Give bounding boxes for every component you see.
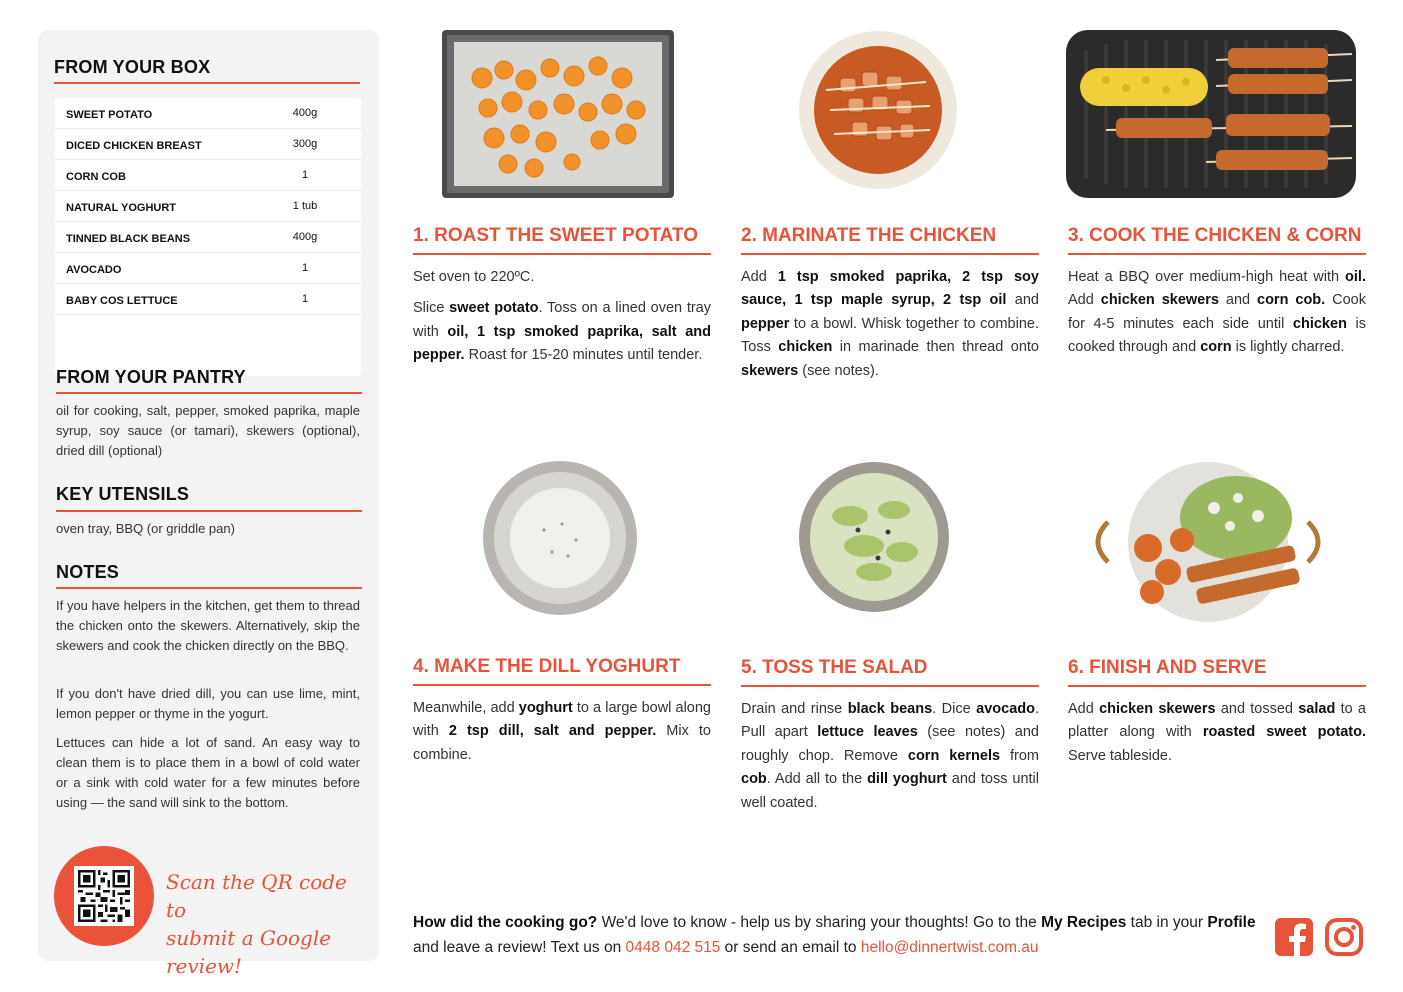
step-3-title: 3. COOK THE CHICKEN & CORN <box>1068 225 1362 246</box>
qr-code-icon <box>78 870 130 922</box>
table-row <box>55 98 361 129</box>
step-text: . Pull apart <box>741 701 1040 741</box>
footer-text: and leave a review! Text us on <box>413 939 626 956</box>
qr-badge[interactable] <box>54 846 154 946</box>
divider <box>56 587 362 589</box>
note-3: Lettuces can hide a lot of sand. An easy way to clean them is to place them in a bowl of cold water or a sink with cold water for a few minutes before using — the sand will sink to the bottom. <box>56 735 360 810</box>
step-5-body <box>741 698 1039 815</box>
bbq-chicken-corn-image <box>1066 30 1356 198</box>
divider <box>1068 253 1366 255</box>
step-text-bold: pepper <box>741 315 790 332</box>
ingredient-name: AVOCADO <box>66 264 122 276</box>
review-footer <box>413 910 1263 960</box>
ingredients-table <box>55 98 361 376</box>
utensils-text: oven tray, BBQ (or griddle pan) <box>56 521 235 536</box>
pantry-text: oil for cooking, salt, pepper, smoked paprika, maple syrup, soy sauce (or tamari), skewers (optional), dried dill (optional) <box>56 403 360 458</box>
step-text-bold: lettuce leaves <box>817 724 918 741</box>
step-1-title: 1. ROAST THE SWEET POTATO <box>413 225 699 246</box>
step-text-bold: corn kernels <box>907 747 1001 764</box>
step-paragraph <box>741 266 1039 383</box>
step-6-body <box>1068 698 1366 768</box>
step-text: Set oven to 220ºC. <box>413 269 535 285</box>
step-text: and toss until well coated. <box>741 771 1039 811</box>
step-text-bold: chicken <box>778 339 833 356</box>
step-text: (see notes). <box>798 362 879 379</box>
step-text: Mix to combine. <box>413 723 712 763</box>
qr-line: Scan the QR code to <box>166 870 347 922</box>
step-text: Cook for 4-5 minutes each side until <box>1068 292 1366 332</box>
step-paragraph <box>413 266 711 289</box>
table-row <box>55 160 361 191</box>
step-text: and <box>1006 292 1039 309</box>
step-text: Add <box>1068 292 1101 309</box>
step-text: to a platter along with <box>1068 701 1366 741</box>
qr-code[interactable] <box>74 866 134 926</box>
instagram-icon[interactable] <box>1325 918 1363 956</box>
divider <box>1068 685 1366 687</box>
key-utensils-title: KEY UTENSILS <box>56 484 190 504</box>
step-2-title: 2. MARINATE THE CHICKEN <box>741 225 997 246</box>
step-text: is lightly charred. <box>1231 339 1345 356</box>
qr-line: submit a Google review! <box>166 926 332 978</box>
facebook-icon[interactable] <box>1275 918 1313 956</box>
divider <box>741 253 1039 255</box>
footer-question: How did the cooking go? <box>413 914 598 931</box>
step-text: . Dice <box>932 701 977 717</box>
step-text: Serve tableside. <box>1068 747 1172 764</box>
step-text-bold: corn cob. <box>1257 292 1326 309</box>
tossed-salad-image <box>798 460 950 614</box>
step-text-bold: chicken <box>1292 315 1347 332</box>
divider <box>56 392 362 394</box>
ingredient-qty: 1 tub <box>292 200 318 212</box>
qr-review-text <box>166 868 366 980</box>
ingredient-name: DICED CHICKEN BREAST <box>66 140 202 152</box>
step-text-bold: oil. <box>1345 269 1366 285</box>
finished-platter-image <box>1086 460 1330 624</box>
notes-title: NOTES <box>56 562 120 582</box>
step-1-body <box>413 266 711 368</box>
step-text-bold: roasted sweet potato. <box>1202 724 1366 741</box>
step-text-bold: corn <box>1200 339 1232 356</box>
footer-text: tab in your <box>1126 914 1208 931</box>
footer-text: or send an email to <box>720 939 861 956</box>
step-text: Heat a BBQ over medium-high heat with <box>1068 269 1346 285</box>
note-2: If you don't have dried dill, you can use lime, mint, lemon pepper or thyme in the yogurt. <box>56 686 360 721</box>
ingredient-qty: 400g <box>292 231 318 243</box>
table-row <box>55 253 361 284</box>
step-text: Slice <box>413 300 450 317</box>
step-text: in marinade then thread onto <box>832 339 1039 356</box>
table-row <box>55 222 361 253</box>
from-your-pantry-title: FROM YOUR PANTRY <box>56 367 246 387</box>
note-1: If you have helpers in the kitchen, get them to thread the chicken onto the skewers. Alternatively, skip the skewers and cook the chicken directly on the BBQ. <box>56 598 360 653</box>
step-text-bold: cob <box>741 771 767 788</box>
dill-yoghurt-image <box>482 460 638 616</box>
step-6-title: 6. FINISH AND SERVE <box>1068 657 1267 678</box>
marinated-chicken-image <box>796 30 960 190</box>
step-text-bold: dill yoghurt <box>867 771 947 788</box>
ingredient-name: BABY COS LETTUCE <box>66 295 178 307</box>
step-text: and <box>1218 292 1258 309</box>
email-link[interactable]: hello@dinnertwist.com.au <box>860 939 1039 956</box>
ingredient-qty: 1 <box>301 293 309 305</box>
step-4-body <box>413 697 711 767</box>
from-your-box-title: FROM YOUR BOX <box>54 57 211 77</box>
divider <box>56 510 362 512</box>
step-3-body <box>1068 266 1366 360</box>
profile-link[interactable]: Profile <box>1207 914 1256 931</box>
step-text: Meanwhile, add <box>413 700 519 716</box>
phone-link[interactable]: 0448 042 515 <box>625 939 721 956</box>
divider <box>413 684 711 686</box>
ingredient-name: SWEET POTATO <box>66 109 153 121</box>
divider <box>413 253 711 255</box>
footer-text: We'd love to know - help us by sharing your thoughts! Go to the <box>597 914 1042 931</box>
step-paragraph <box>413 297 711 367</box>
step-text: Add <box>1068 701 1100 717</box>
ingredient-qty: 400g <box>292 107 318 119</box>
divider <box>741 685 1039 687</box>
sweet-potato-tray-image <box>442 30 674 198</box>
step-text: . Toss on a lined oven tray with <box>413 300 711 340</box>
step-text-bold: chicken skewers <box>1099 701 1216 717</box>
step-text: Roast for 15-20 minutes until tender. <box>464 347 703 364</box>
step-text-bold: 1 tsp smoked paprika, 2 tsp soy sauce, 1 tsp maple syrup, 2 tsp oil <box>741 269 1039 309</box>
step-text: to a large bowl along with <box>413 700 712 740</box>
step-paragraph <box>741 698 1039 815</box>
step-text-bold: salad <box>1298 701 1336 717</box>
step-text: from <box>1000 747 1039 764</box>
ingredient-name: NATURAL YOGHURT <box>66 202 176 214</box>
ingredient-name: CORN COB <box>66 171 126 183</box>
step-text-bold: black beans <box>847 701 933 717</box>
step-text-bold: oil, 1 tsp smoked paprika, salt and pepper. <box>413 323 711 364</box>
step-text-bold: avocado <box>976 701 1035 717</box>
step-text-bold: chicken skewers <box>1100 292 1219 309</box>
table-row <box>55 129 361 160</box>
divider <box>54 82 360 84</box>
step-text: Drain and rinse <box>741 701 848 717</box>
step-text: and tossed <box>1215 701 1299 717</box>
step-text-bold: sweet potato <box>449 300 539 317</box>
step-text: is cooked through and <box>1068 315 1366 356</box>
my-recipes-link[interactable]: My Recipes <box>1041 914 1127 931</box>
ingredient-qty: 1 <box>301 262 309 274</box>
table-row <box>55 191 361 222</box>
step-text: to a bowl. Whisk together to combine. Toss <box>741 315 1039 356</box>
step-5-title: 5. TOSS THE SALAD <box>741 657 928 678</box>
ingredients-sidebar <box>38 30 379 978</box>
table-row <box>55 284 361 315</box>
step-4-title: 4. MAKE THE DILL YOGHURT <box>413 656 681 677</box>
step-text: . Add all to the <box>766 771 868 788</box>
step-text-bold: yoghurt <box>518 700 573 716</box>
step-paragraph <box>413 697 711 767</box>
ingredient-name: TINNED BLACK BEANS <box>66 233 191 245</box>
step-text-bold: skewers <box>741 362 799 379</box>
ingredient-qty: 1 <box>301 169 309 181</box>
step-2-body <box>741 266 1039 383</box>
step-text-bold: 2 tsp dill, salt and pepper. <box>448 723 657 740</box>
ingredient-qty: 300g <box>292 138 318 150</box>
step-paragraph <box>1068 698 1366 768</box>
step-paragraph <box>1068 266 1366 360</box>
step-text: Add <box>741 269 778 285</box>
step-text: (see notes) and roughly chop. Remove <box>741 724 1039 764</box>
